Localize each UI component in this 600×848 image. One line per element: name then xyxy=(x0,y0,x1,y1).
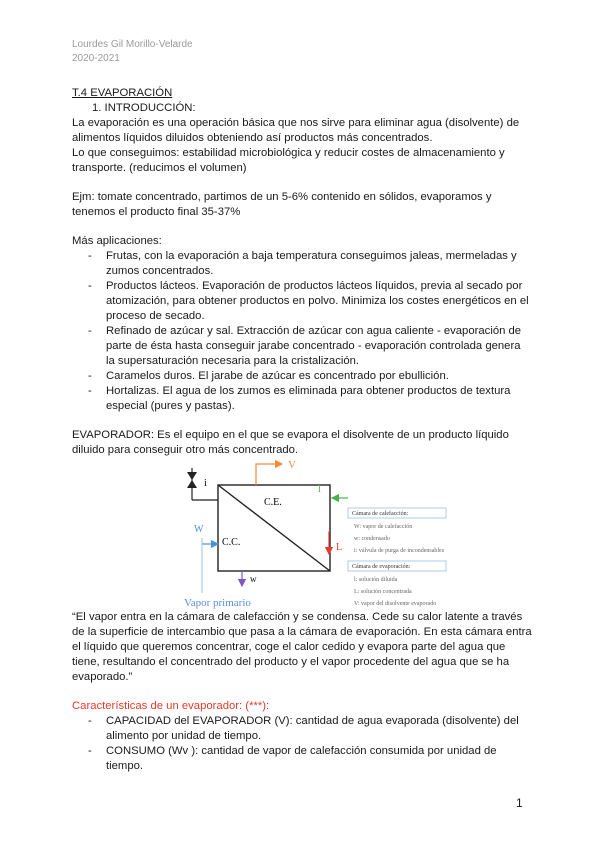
legend-heating-title: Cámara de calefacción: xyxy=(352,511,409,517)
evaporator-definition: EVAPORADOR: Es el equipo en el que se evapora el disolvente de un producto líquido diluido para conseguir otro más concentrado. xyxy=(72,429,509,456)
legend-evaporation-item: V: vapor del disolvente evaporado xyxy=(354,601,437,607)
label-v: V xyxy=(288,459,296,471)
legend-evaporation-title: Cámara de evaporación: xyxy=(352,564,411,570)
label-cc: C.C. xyxy=(222,537,241,548)
legend xyxy=(348,508,446,607)
quote-paragraph: “El vapor entra en la cámara de calefacción y se condensa. Cede su calor latente a través de la superficie de intercambio que pasa a la cámara de evaporación. En esta cámara entra el líquido que queremos concentrar, coge el calor cedido y evapora parte del agua que tiene, resultando el concentrado del producto y el vapor procedente del agua que se ha evaporado.” xyxy=(72,611,532,683)
list-item: - CAPACIDAD del EVAPORADOR (V): cantidad de agua evaporada (disolvente) del alimento por unidad de tiempo. xyxy=(72,714,532,744)
author-name: Lourdes Gil Morillo-Velarde xyxy=(72,39,193,50)
page-header xyxy=(72,38,193,66)
label-l-out: L xyxy=(336,542,343,553)
applications-title: Más aplicaciones: xyxy=(72,235,162,247)
label-W: W xyxy=(194,524,204,535)
label-vapor-primario: Vapor primario xyxy=(184,597,251,609)
document-title: T.4 EVAPORACIÓN xyxy=(72,87,173,99)
legend-heating-item: W: vapor de calefacción xyxy=(354,524,413,530)
characteristics-title: Características de un evaporador: (***): xyxy=(72,700,270,712)
legend-evaporation-item: l: solución diluida xyxy=(354,577,398,583)
label-w: w xyxy=(250,574,257,584)
section-heading: 1. INTRODUCCIÓN: xyxy=(92,102,196,114)
label-l-in: l xyxy=(318,484,321,495)
legend-heating-item: w: condensado xyxy=(354,536,390,542)
applications-list xyxy=(72,249,532,414)
intro-paragraph-2: Lo que conseguimos: estabilidad microbiológica y reducir costes de almacenamiento y transporte. (reducimos el volumen) xyxy=(72,147,505,174)
label-ce: C.E. xyxy=(264,497,282,508)
list-item: - Frutas, con la evaporación a baja temperatura conseguimos jaleas, mermeladas y zumos concentrados. xyxy=(72,249,532,279)
characteristics-list xyxy=(72,714,532,774)
academic-year: 2020-2021 xyxy=(72,53,120,64)
list-item: - Productos lácteos. Evaporación de productos lácteos líquidos, previa al secado por atomización, para obtener productos en polvo. Minimiza los costes energéticos en el proceso de secado. xyxy=(72,279,532,324)
legend-evaporation-item: L: solución concentrada xyxy=(354,589,412,595)
list-item: - CONSUMO (Wv ): cantidad de vapor de calefacción consumida por unidad de tiempo. xyxy=(72,744,532,774)
intro-paragraph-1: La evaporación es una operación básica que nos sirve para eliminar agua (disolvente) de alimentos líquidos diluidos obteniendo así productos más concentrados. xyxy=(72,117,520,144)
document-body xyxy=(72,86,532,774)
vapor-out-arrow xyxy=(256,464,282,485)
purge-valve-icon xyxy=(187,472,197,488)
label-i: i xyxy=(204,478,207,489)
list-item: - Caramelos duros. El jarabe de azúcar es concentrado por ebullición. xyxy=(72,369,532,384)
example-paragraph: Ejm: tomate concentrado, partimos de un 5-6% contenido en sólidos, evaporamos y tenemos el producto final 35-37% xyxy=(72,191,492,218)
page-number: 1 xyxy=(516,796,523,810)
legend-heating-item: i: válvula de purga de incondensables xyxy=(354,548,445,554)
list-item: - Refinado de azúcar y sal. Extracción de azúcar con agua caliente - evaporación de parte de ésta hasta conseguir jarabe concentrado - evaporación controlada genera la supersaturación necesaria para la cristalización. xyxy=(72,324,532,369)
list-item: - Hortalizas. El agua de los zumos es eliminada para obtener productos de textura especial (pures y pastas). xyxy=(72,384,532,414)
evaporator-diagram xyxy=(72,458,532,610)
